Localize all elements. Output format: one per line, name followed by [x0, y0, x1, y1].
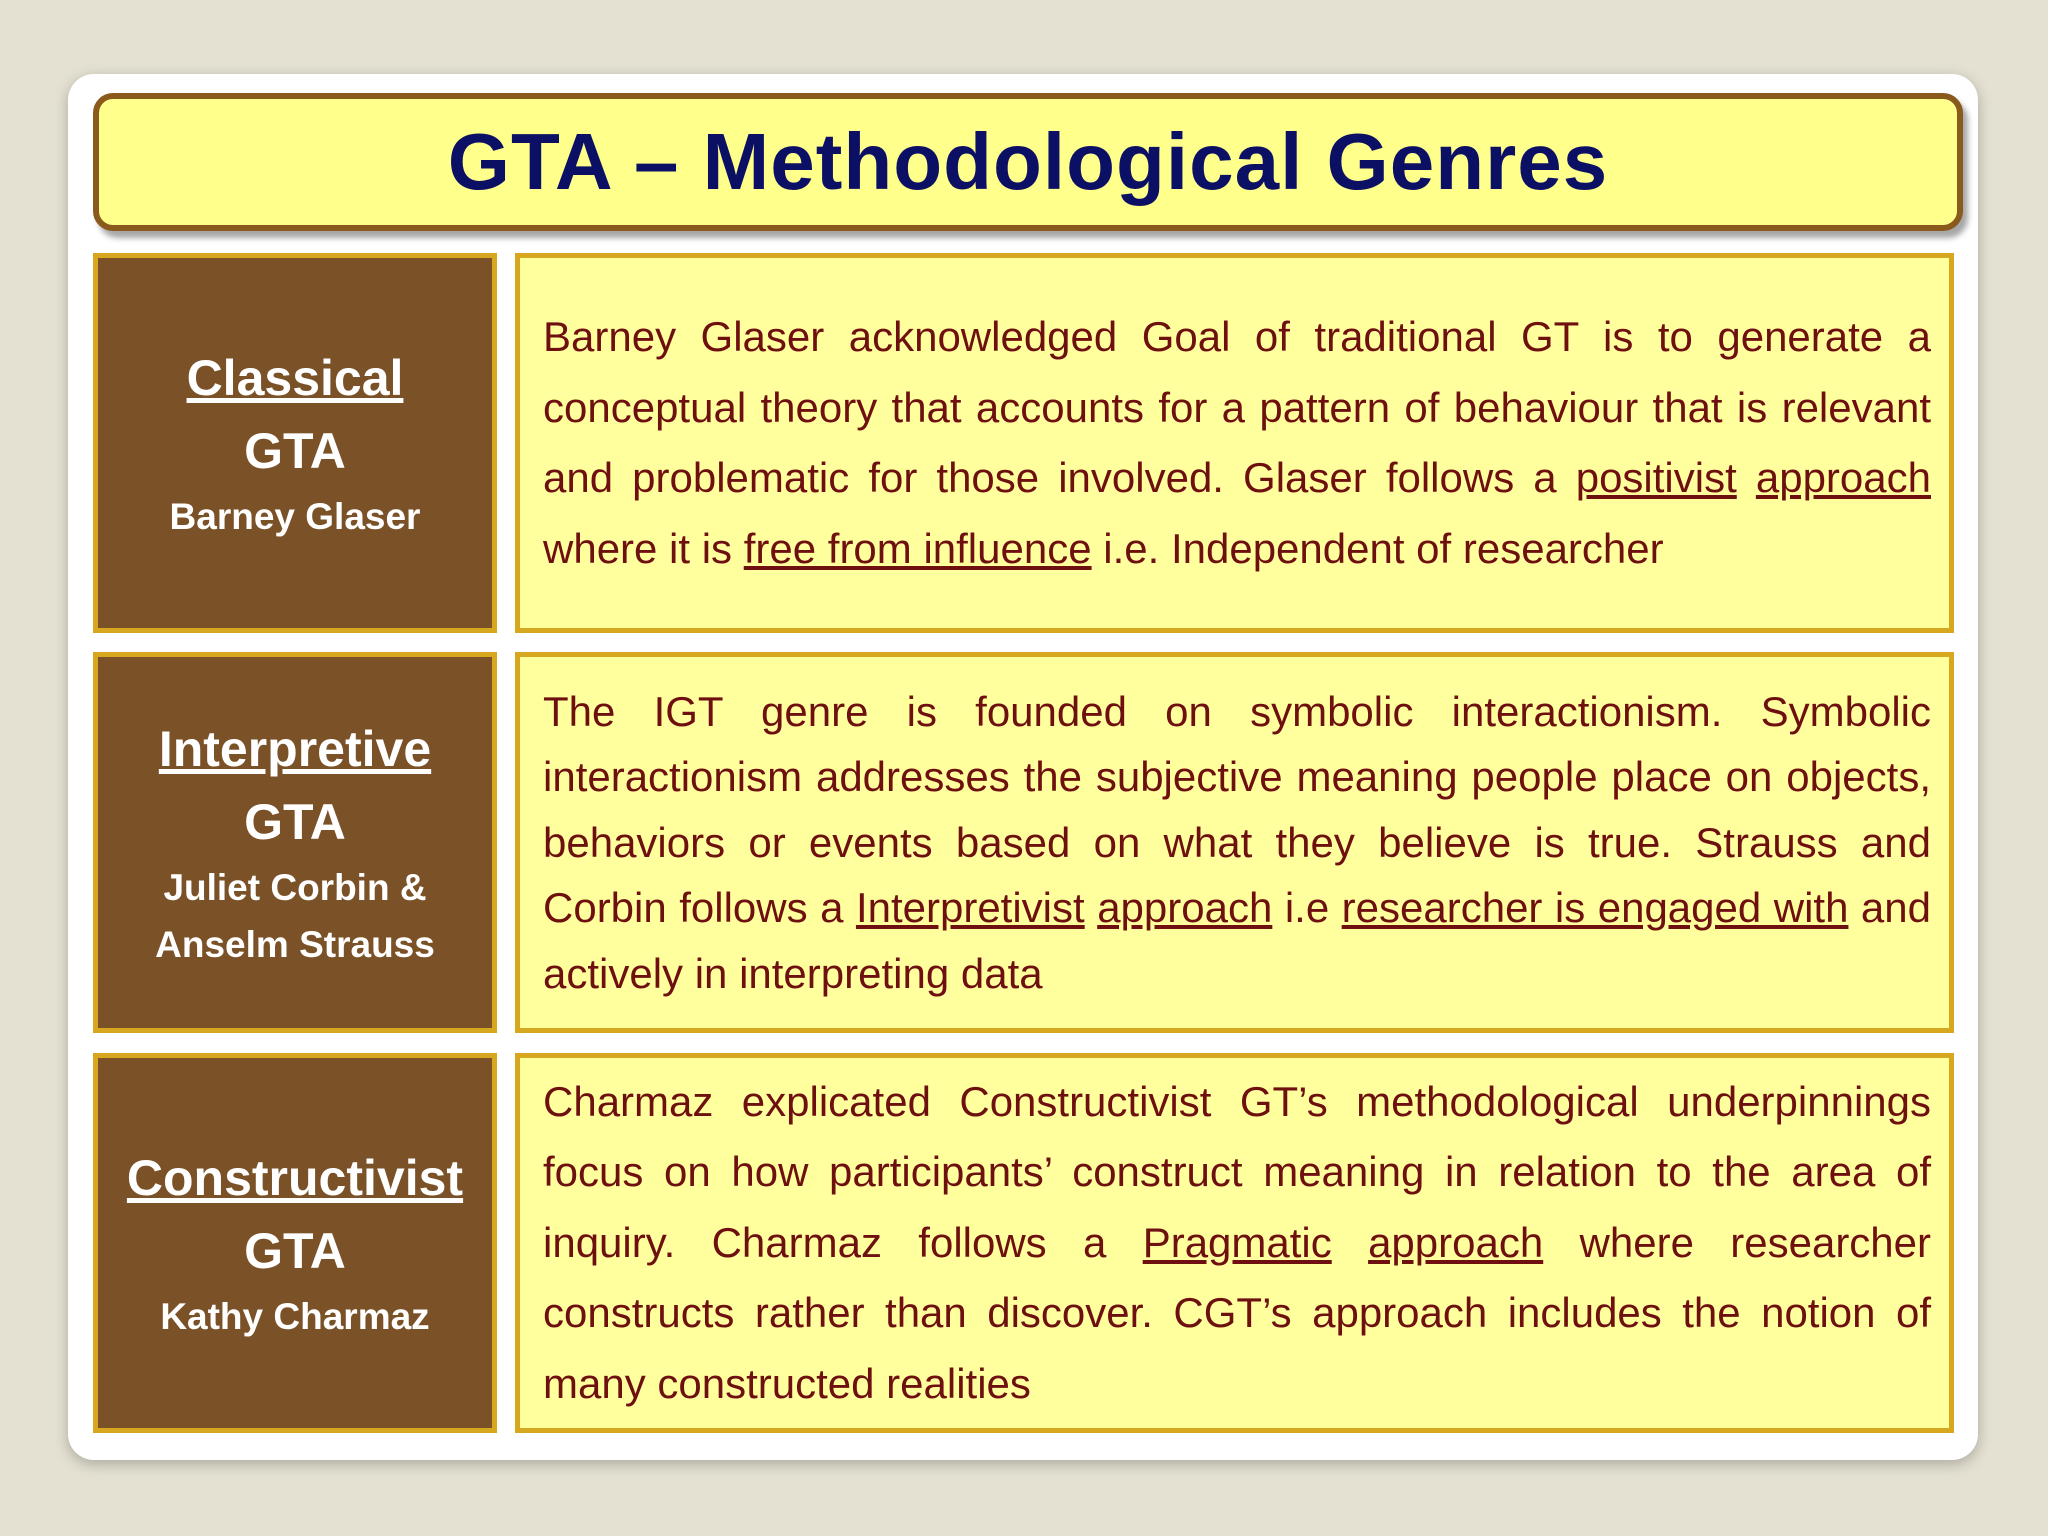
- underlined-term: positivist: [1575, 454, 1737, 501]
- genre-gta: GTA: [244, 1222, 346, 1279]
- title-banner: [93, 93, 1963, 231]
- underlined-term: researcher is engaged with: [1341, 884, 1849, 932]
- description-text: The IGT genre is founded on symbolic interactionism. Symbolic interactionism addresses the subjective meaning people place on objects, behaviors or events based on what they believe is true. Strauss and Corbin follows a Interpretivist approach i.e researcher is engaged with and actively in interpreting data: [543, 687, 1932, 997]
- underlined-term: Pragmatic: [1142, 1218, 1332, 1266]
- genre-author: Anselm Strauss: [155, 923, 435, 965]
- genre-gta: GTA: [244, 793, 346, 850]
- genre-author: Barney Glaser: [169, 495, 421, 537]
- genre-gta: GTA: [244, 422, 346, 479]
- interpretive-gta-label: [93, 652, 497, 1033]
- underlined-term: approach: [1368, 1218, 1544, 1266]
- description-text: Barney Glaser acknowledged Goal of traditional GT is to generate a conceptual theory that accounts for a pattern of behaviour that is relevant and problematic for those involved. Glaser follows a positivist approach where it is free from influence i.e. Independent of researcher: [543, 313, 1931, 572]
- underlined-term: approach: [1097, 884, 1273, 932]
- genre-name: Constructivist: [126, 1149, 464, 1206]
- genre-author: Kathy Charmaz: [160, 1295, 430, 1337]
- slide-title: GTA – Methodological Genres: [447, 117, 1609, 206]
- underlined-term: approach: [1755, 454, 1931, 501]
- interpretive-gta-description: [515, 652, 1954, 1033]
- underlined-term: Interpretivist: [855, 884, 1085, 932]
- underlined-term: free from influence: [743, 524, 1092, 572]
- classical-gta-label: [93, 253, 497, 633]
- genre-author: Juliet Corbin &: [163, 866, 427, 908]
- description-text: Charmaz explicated Constructivist GT’s methodological underpinnings focus on how participants’ construct meaning in relation to the area of inquiry. Charmaz follows a Pragmatic approach where researcher constructs rather than discover. CGT’s approach includes the notion of many constructed realities: [543, 1077, 1932, 1407]
- genre-name: Classical: [186, 349, 404, 406]
- genre-name: Interpretive: [158, 720, 432, 777]
- constructivist-gta-description: [515, 1053, 1954, 1433]
- constructivist-gta-label: [93, 1053, 497, 1433]
- classical-gta-description: [515, 253, 1954, 633]
